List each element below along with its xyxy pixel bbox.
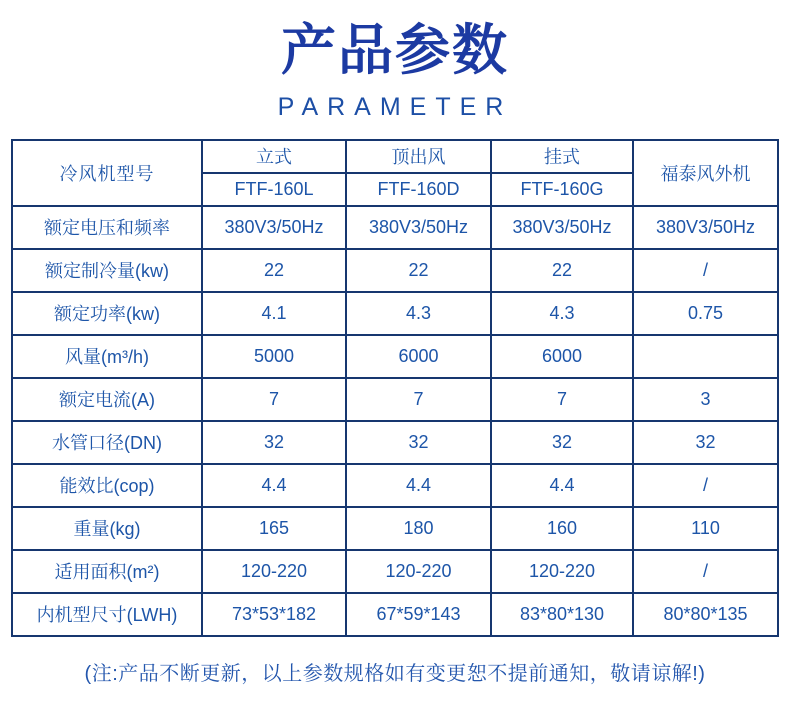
cell: 4.4: [346, 464, 491, 507]
cell: 3: [633, 378, 778, 421]
cell: 80*80*135: [633, 593, 778, 636]
cell: 6000: [346, 335, 491, 378]
row-label: 重量(kg): [12, 507, 202, 550]
cell: 4.4: [202, 464, 346, 507]
spec-table: [11, 139, 779, 637]
cell: 7: [491, 378, 633, 421]
column-type-wall: 挂式: [491, 140, 633, 173]
cell: 4.1: [202, 292, 346, 335]
column-outdoor-unit: 福泰风外机: [633, 140, 778, 206]
cell: 73*53*182: [202, 593, 346, 636]
row-label: 能效比(cop): [12, 464, 202, 507]
spec-row-rated-power: [12, 292, 778, 335]
cell: 180: [346, 507, 491, 550]
cell: 32: [491, 421, 633, 464]
cell: 32: [633, 421, 778, 464]
column-model-ftf160l: FTF-160L: [202, 173, 346, 206]
spec-row-cop: [12, 464, 778, 507]
cell: 4.4: [491, 464, 633, 507]
row-label: 额定制冷量(kw): [12, 249, 202, 292]
cell: 7: [202, 378, 346, 421]
spec-row-unit-dimensions: [12, 593, 778, 636]
cell: 6000: [491, 335, 633, 378]
row-label: 内机型尺寸(LWH): [12, 593, 202, 636]
cell: 380V3/50Hz: [491, 206, 633, 249]
row-label: 适用面积(m²): [12, 550, 202, 593]
column-model-ftf160g: FTF-160G: [491, 173, 633, 206]
cell: 22: [491, 249, 633, 292]
cell: 120-220: [346, 550, 491, 593]
cell: 120-220: [202, 550, 346, 593]
cell: 0.75: [633, 292, 778, 335]
column-type-topblow: 顶出风: [346, 140, 491, 173]
cell: 83*80*130: [491, 593, 633, 636]
cell: 4.3: [346, 292, 491, 335]
disclaimer-note: (注:产品不断更新，以上参数规格如有变更恕不提前通知，敬请谅解!): [84, 662, 706, 685]
cell: 22: [202, 249, 346, 292]
spec-row-cooling-capacity: [12, 249, 778, 292]
spec-row-coverage-area: [12, 550, 778, 593]
cell: 32: [346, 421, 491, 464]
page-subtitle: PARAMETER: [277, 92, 513, 121]
cell: [633, 335, 778, 378]
cell: 22: [346, 249, 491, 292]
row-label: 额定电压和频率: [12, 206, 202, 249]
cell: /: [633, 249, 778, 292]
row-label: 水管口径(DN): [12, 421, 202, 464]
row-label: 额定电流(A): [12, 378, 202, 421]
cell: 380V3/50Hz: [202, 206, 346, 249]
cell: 160: [491, 507, 633, 550]
cell: 7: [346, 378, 491, 421]
cell: 5000: [202, 335, 346, 378]
spec-row-weight: [12, 507, 778, 550]
spec-row-pipe-diameter: [12, 421, 778, 464]
cell: 32: [202, 421, 346, 464]
cell: 380V3/50Hz: [633, 206, 778, 249]
cell: 4.3: [491, 292, 633, 335]
header-type-row: [12, 140, 778, 173]
spec-row-air-volume: [12, 335, 778, 378]
cell: 110: [633, 507, 778, 550]
cell: 165: [202, 507, 346, 550]
row-label: 额定功率(kw): [12, 292, 202, 335]
row-label: 风量(m³/h): [12, 335, 202, 378]
page-title: 产品参数: [280, 19, 509, 81]
cell: 120-220: [491, 550, 633, 593]
corner-header: 冷风机型号: [12, 140, 202, 206]
cell: 67*59*143: [346, 593, 491, 636]
spec-row-rated-current: [12, 378, 778, 421]
cell: 380V3/50Hz: [346, 206, 491, 249]
cell: /: [633, 464, 778, 507]
cell: /: [633, 550, 778, 593]
column-model-ftf160d: FTF-160D: [346, 173, 491, 206]
spec-row-voltage: [12, 206, 778, 249]
column-type-vertical: 立式: [202, 140, 346, 173]
